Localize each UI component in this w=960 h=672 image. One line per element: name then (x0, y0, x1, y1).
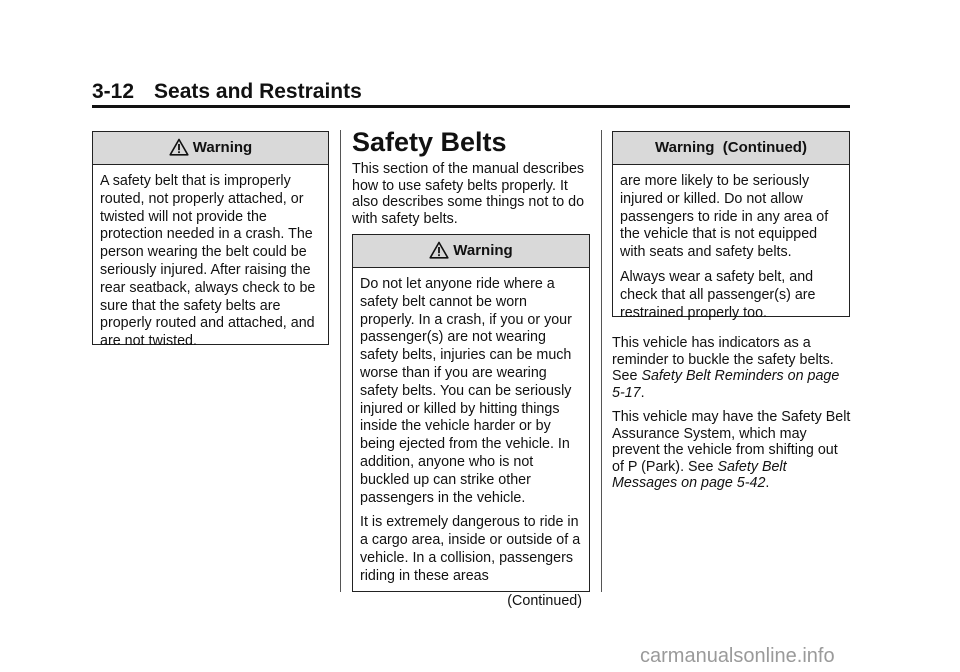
period: . (765, 475, 770, 491)
page-header (92, 80, 850, 104)
warning-paragraph-1: Do not let anyone ride where a safety belt cannot be worn properly. In a crash, if you or your passenger(s) are not wearing safety belts, injuries can be much worse than if you are wearing safety belts. You can be seriously injured or killed by hitting things inside the vehicle harder or by being ejected from the vehicle. In addition, anyone who is not buckled up can strike other passengers in the vehicle. (360, 276, 572, 506)
warning-title: Warning (453, 242, 513, 259)
right-text-block (612, 335, 852, 500)
period: . (640, 384, 645, 401)
warning-box-body (613, 165, 849, 328)
warning-box-body (353, 268, 589, 616)
warning-box-header (93, 132, 328, 165)
warning-paragraph-2: It is extremely dangerous to ride in a cargo area, inside or outside of a vehicle. In a collision, passengers riding in these areas (360, 514, 581, 584)
continued-label: (Continued) (507, 592, 582, 609)
warning-paragraph-1: are more likely to be seriously injured or killed. Do not allow passengers to ride in any area of the vehicle that is not equipped with seats and safety belts. (620, 173, 829, 261)
warning-title: Warning (192, 139, 253, 156)
assurance-paragraph (612, 409, 852, 492)
header-rule (92, 105, 850, 108)
page-number: 3-12 (92, 80, 135, 103)
warning-box-body (93, 165, 328, 357)
warning-box-header (353, 235, 589, 268)
warning-title: Warning (Continued) (655, 139, 807, 156)
warning-box-middle (352, 234, 590, 609)
column-divider-right (601, 130, 602, 592)
watermark: carmanualsonline.info (640, 645, 835, 667)
assurance-text: This vehicle may have the Safety Belt Assurance System, which may prevent the vehicle from shifting out of P (Park). See (612, 409, 851, 475)
section-title: Seats and Restraints (154, 80, 362, 103)
messages-link[interactable]: Safety Belt Messages on page 5-42 (612, 458, 787, 491)
warning-box-left (92, 131, 329, 350)
warning-paragraph-2: Always wear a safety belt, and check that all passenger(s) are restrained properly too. (620, 268, 816, 321)
column-divider-left (340, 130, 341, 592)
indicator-text: This vehicle has indicators as a reminder to buckle the safety belts. See (612, 335, 834, 384)
warning-box-header (613, 132, 849, 165)
intro-paragraph (352, 161, 590, 235)
warning-box-right (612, 131, 850, 321)
section-heading: Safety Belts (352, 127, 507, 157)
reminders-link[interactable]: Safety Belt Reminders on page 5-17 (612, 368, 840, 401)
indicator-paragraph (612, 335, 852, 401)
warning-triangle-icon (169, 138, 189, 156)
warning-triangle-icon (429, 241, 449, 259)
intro-text: This section of the manual describes how to use safety belts properly. It also describes some things not to do with safety belts. (352, 161, 585, 227)
warning-text: A safety belt that is improperly routed, not properly attached, or twisted will not provide the protection needed in a crash. The person wearing the belt could be seriously injured. After raising the rear seatback, always check to be sure that the safety belts are properly routed and attached, and are not twisted. (100, 173, 316, 350)
